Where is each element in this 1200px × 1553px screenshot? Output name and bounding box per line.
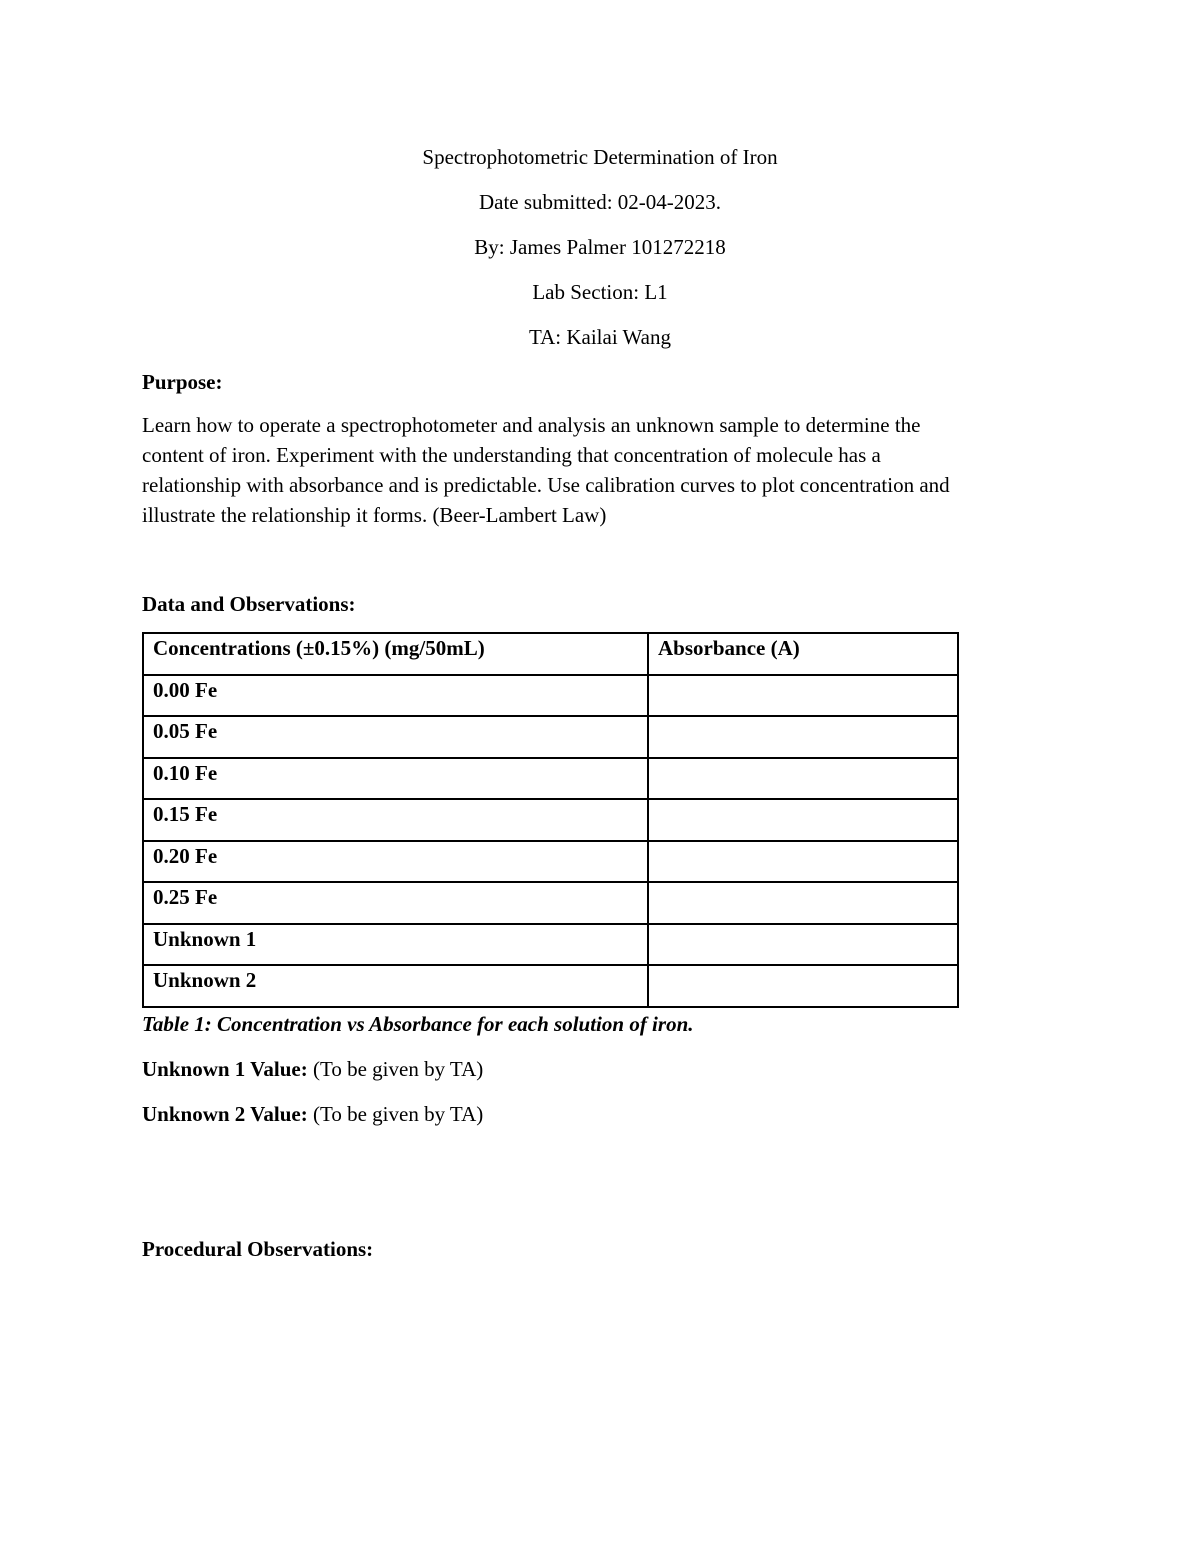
table-header-row (143, 633, 958, 675)
author-line: By: James Palmer 101272218 (474, 235, 726, 259)
table-row (143, 965, 958, 1007)
concentration-cell: 0.15 Fe (143, 799, 648, 841)
ta-line: TA: Kailai Wang (528, 325, 672, 349)
purpose-line: illustrate the relationship it forms. (Beer-Lambert Law) (142, 503, 607, 527)
purpose-heading: Purpose: (142, 370, 223, 394)
document-title: Spectrophotometric Determination of Iron (422, 145, 778, 169)
absorbance-cell (648, 799, 958, 841)
absorbance-cell (648, 841, 958, 883)
column-header-absorbance: Absorbance (A) (648, 633, 958, 675)
data-observations-heading: Data and Observations: (142, 592, 356, 616)
absorbance-cell (648, 716, 958, 758)
table-row (143, 924, 958, 966)
unknown-2-value-line (142, 1101, 483, 1127)
concentration-cell: 0.20 Fe (143, 841, 648, 883)
absorbance-cell (648, 924, 958, 966)
purpose-line: content of iron. Experiment with the understanding that concentration of molecule has a (142, 443, 881, 467)
concentration-cell: Unknown 2 (143, 965, 648, 1007)
table-row (143, 675, 958, 717)
unknown-2-value: (To be given by TA) (307, 1102, 484, 1126)
absorbance-cell (648, 882, 958, 924)
unknown-1-value: (To be given by TA) (307, 1057, 484, 1081)
table-row (143, 758, 958, 800)
absorbance-cell (648, 675, 958, 717)
table-row (143, 841, 958, 883)
unknown-2-label: Unknown 2 Value: (142, 1102, 308, 1126)
concentration-absorbance-table (142, 632, 959, 1008)
concentration-cell: 0.25 Fe (143, 882, 648, 924)
table-row (143, 799, 958, 841)
purpose-paragraph (142, 410, 1062, 530)
concentration-cell: 0.05 Fe (143, 716, 648, 758)
lab-section: Lab Section: L1 (532, 280, 668, 304)
concentration-cell: 0.00 Fe (143, 675, 648, 717)
concentration-cell: 0.10 Fe (143, 758, 648, 800)
purpose-line: relationship with absorbance and is predictable. Use calibration curves to plot concentration and (142, 473, 950, 497)
table-row (143, 716, 958, 758)
table-caption: Table 1: Concentration vs Absorbance for each solution of iron. (142, 1012, 694, 1036)
purpose-line: Learn how to operate a spectrophotometer and analysis an unknown sample to determine the (142, 413, 921, 437)
unknown-1-value-line (142, 1056, 483, 1082)
absorbance-cell (648, 965, 958, 1007)
unknown-1-label: Unknown 1 Value: (142, 1057, 308, 1081)
absorbance-cell (648, 758, 958, 800)
procedural-observations-heading: Procedural Observations: (142, 1237, 374, 1261)
column-header-concentration: Concentrations (±0.15%) (mg/50mL) (143, 633, 648, 675)
concentration-cell: Unknown 1 (143, 924, 648, 966)
date-submitted: Date submitted: 02-04-2023. (478, 190, 722, 214)
table-row (143, 882, 958, 924)
